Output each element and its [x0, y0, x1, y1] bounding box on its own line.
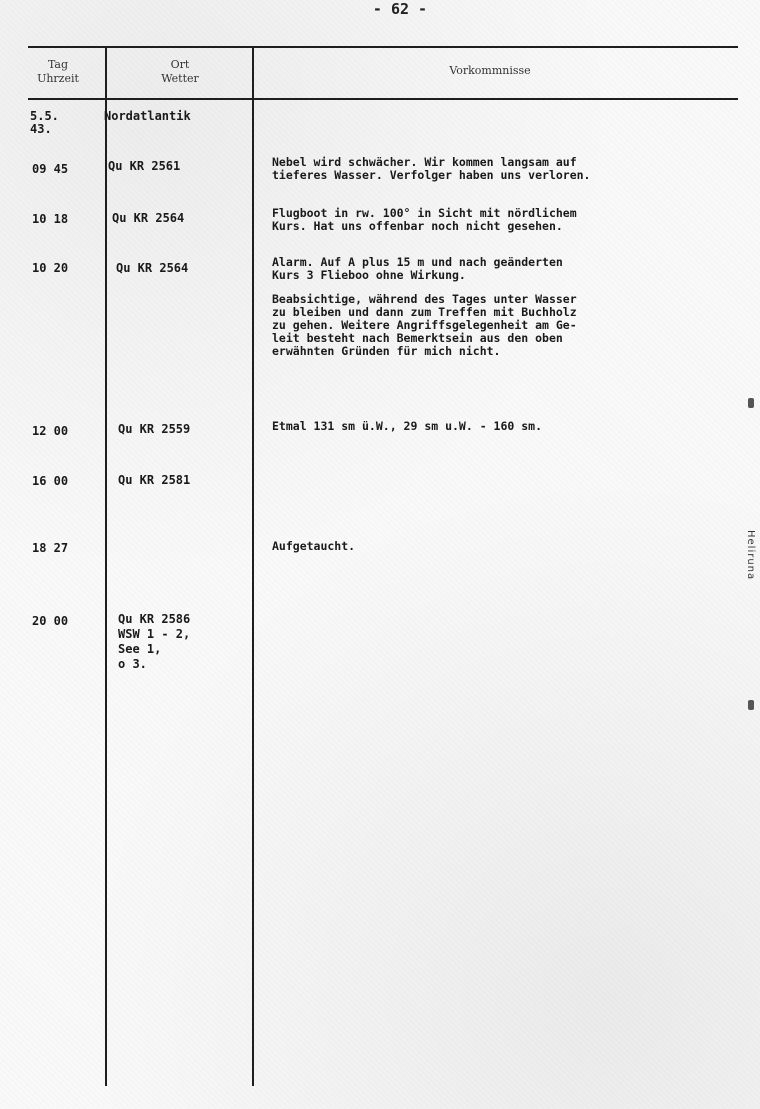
date-cell: 5.5. 43. — [30, 109, 59, 136]
entry-text: Etmal 131 sm ü.W., 29 sm u.W. - 160 sm. — [272, 419, 543, 433]
page-number: - 62 - — [372, 0, 428, 18]
header-vorkommnisse-label: Vorkommnisse — [449, 64, 531, 77]
header-bottom-border — [28, 98, 738, 100]
entry-text: Nebel wird schwächer. Wir kommen langsam auf tieferes Wasser. Verfolger haben uns verloren. — [272, 155, 591, 182]
entry-time: 20 00 — [32, 614, 69, 628]
entry-place: Qu KR 2581 — [118, 473, 191, 487]
entry-place: Qu KR 2564 — [116, 261, 189, 275]
table-top-border — [28, 46, 738, 48]
entry-time: 12 00 — [32, 424, 69, 438]
entry-text: Aufgetaucht. — [272, 539, 356, 553]
header-tag-label: Tag — [47, 58, 69, 71]
entry-text: Flugboot in rw. 100° in Sicht mit nördlichem Kurs. Hat uns offenbar noch nicht gesehen. — [272, 206, 577, 233]
entry-place: Qu KR 2586 WSW 1 - 2, See 1, o 3. — [118, 612, 191, 671]
header-vorkommnisse — [400, 64, 580, 78]
header-tag-uhrzeit — [18, 58, 98, 86]
header-uhrzeit-label: Uhrzeit — [37, 72, 79, 85]
side-stamp: Heliruna — [745, 530, 756, 581]
header-wetter-label: Wetter — [161, 72, 199, 85]
entry-place: Qu KR 2564 — [112, 211, 185, 225]
column-divider-1 — [105, 46, 107, 1086]
entry-time: 10 18 — [32, 212, 69, 226]
entry-text-continued: Beabsichtige, während des Tages unter Wasser zu bleiben und dann zum Treffen mit Buchholz zu gehen. Weitere Angriffsgelegenheit am Ge- leit besteht nach Bemerktsein aus den oben erwähnten Gründen für mich nicht. — [272, 292, 577, 358]
header-ort-wetter — [135, 58, 225, 86]
header-ort-label: Ort — [170, 58, 190, 71]
column-divider-2 — [252, 46, 254, 1086]
entry-text: Alarm. Auf A plus 15 m und nach geänderten Kurs 3 Flieboo ohne Wirkung. — [272, 255, 563, 282]
entry-time: 10 20 — [32, 261, 69, 275]
punch-hole-mark — [748, 398, 754, 408]
entry-time: 09 45 — [32, 162, 69, 176]
entry-place: Qu KR 2561 — [108, 159, 181, 173]
entry-place: Qu KR 2559 — [118, 422, 191, 436]
entry-time: 18 27 — [32, 541, 69, 555]
entry-time: 16 00 — [32, 474, 69, 488]
punch-hole-mark — [748, 700, 754, 710]
location-cell: Nordatlantik — [104, 109, 191, 123]
